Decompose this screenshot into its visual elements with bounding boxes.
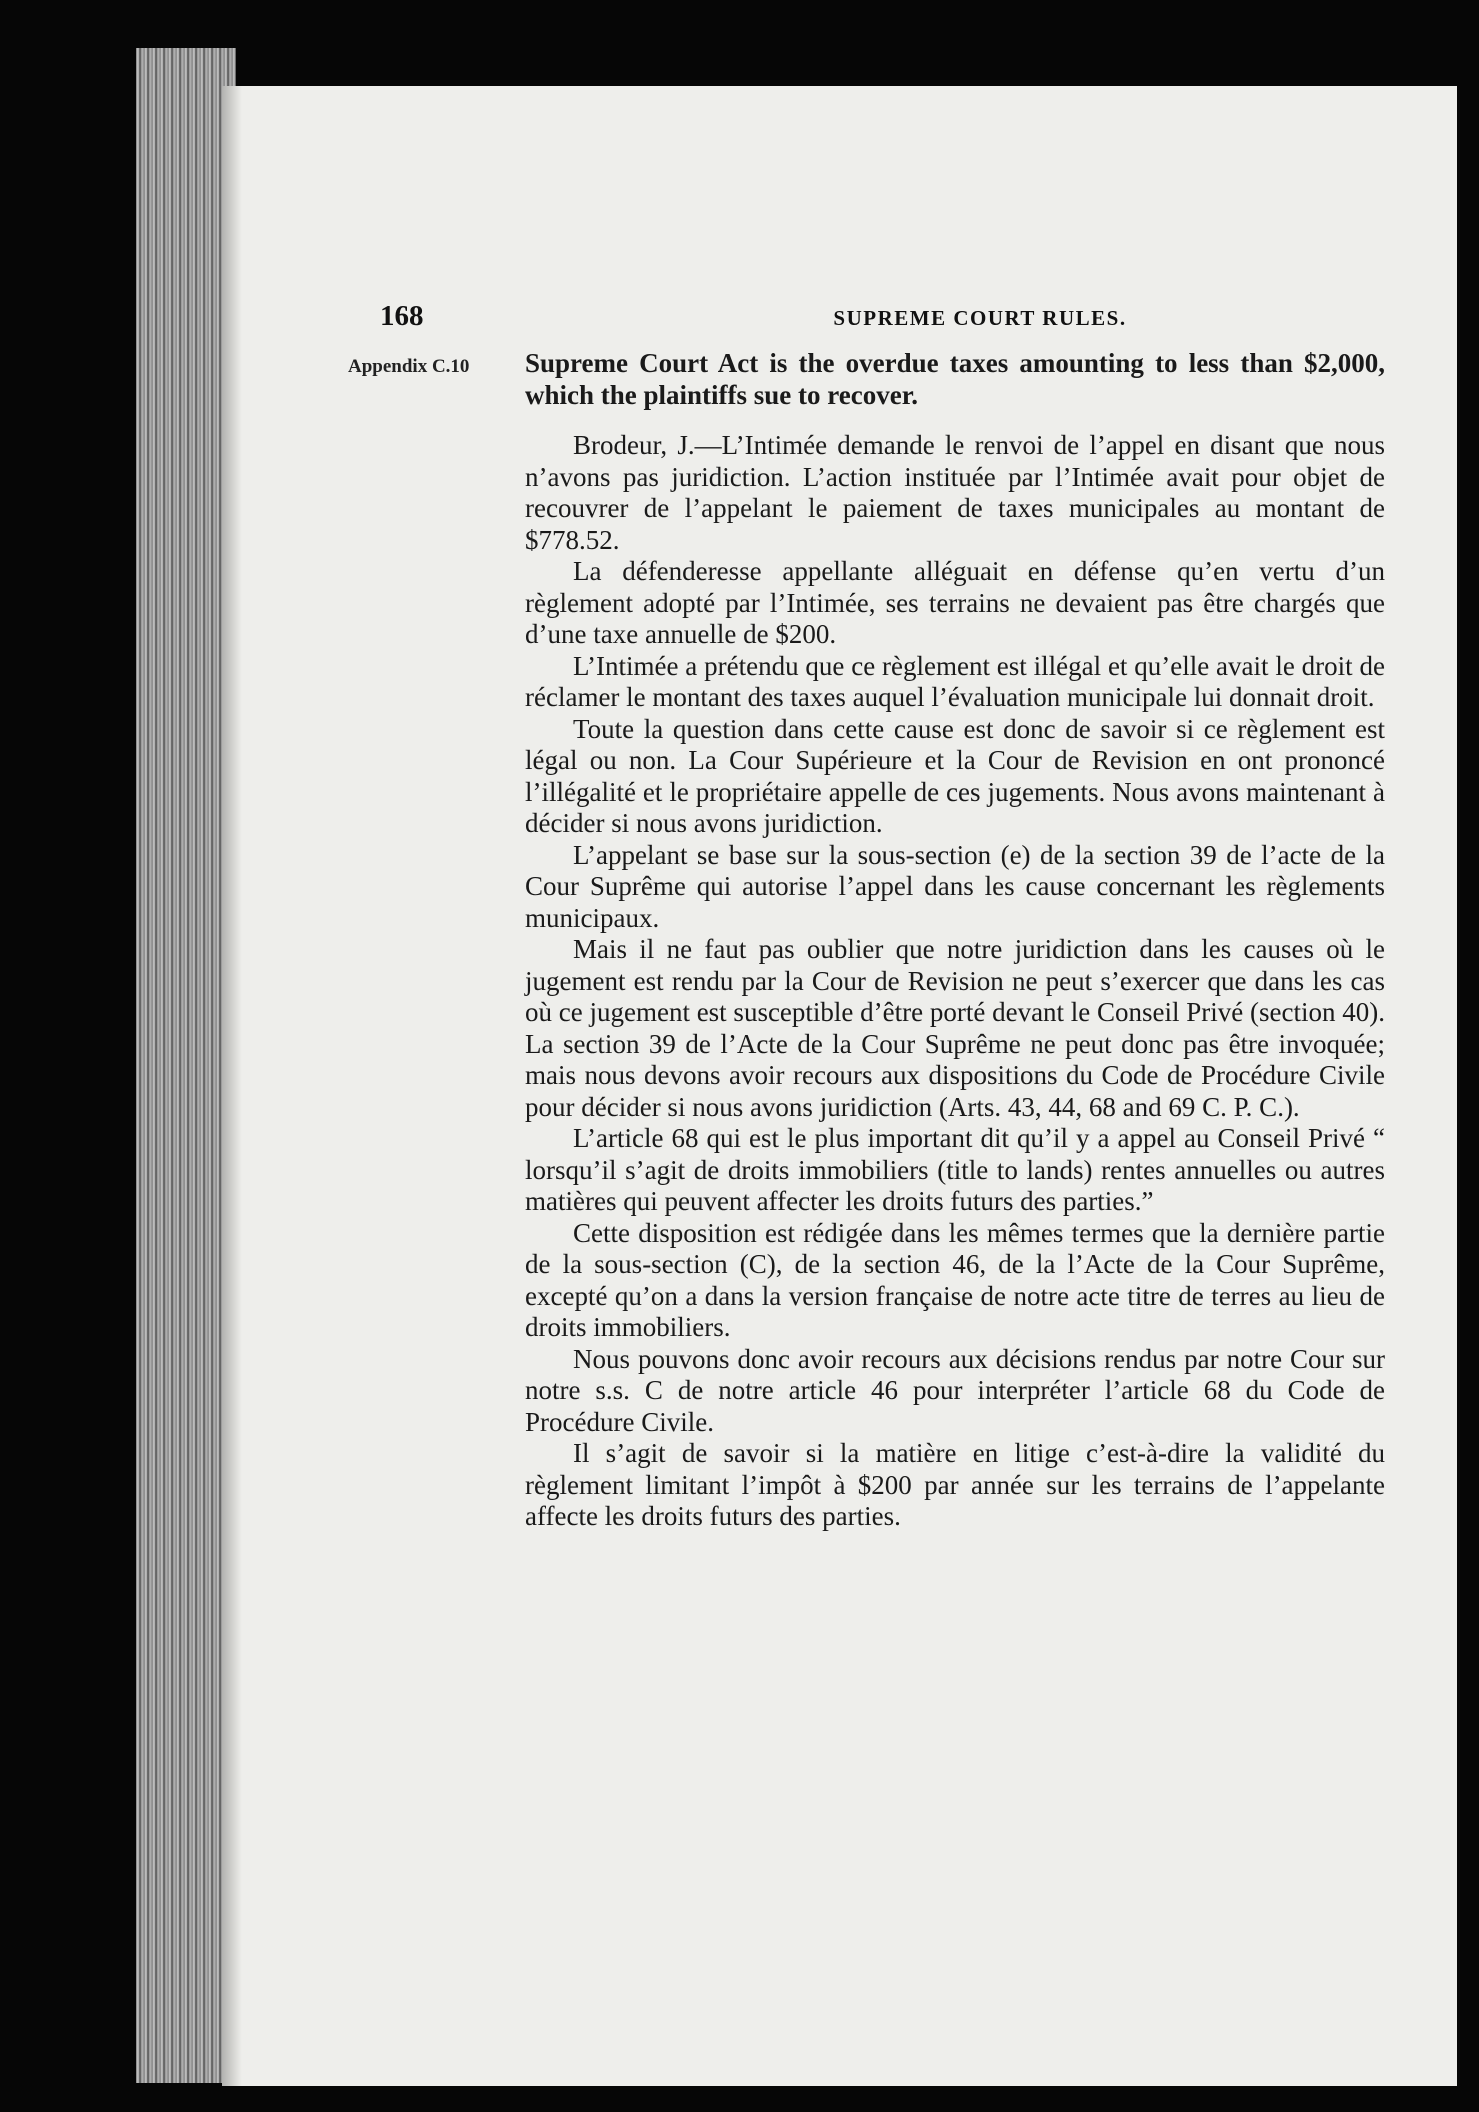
paragraph: La défenderesse appellante alléguait en défense qu’en vertu d’un règlement adopté par l’Intimée, ses terrains ne devaient pas être chargés que d’une taxe annuelle de $200.: [525, 556, 1385, 649]
paragraph: Mais il ne faut pas oublier que notre juridiction dans les causes où le jugement est rendu par la Cour de Revision ne peut s’exercer que dans les cas où ce jugement est susceptible d’être porté devant le Conseil Privé (section 40). La section 39 de l’Acte de la Cour Suprême ne peut donc pas être invoquée; mais nous devons avoir recours aux dispositions du Code de Procédure Civile pour décider si nous avons juridiction (Arts. 43, 44, 68 and 69 C. P. C.).: [525, 934, 1385, 1122]
running-title: SUPREME COURT RULES.: [833, 306, 1127, 330]
paragraph: Nous pouvons donc avoir recours aux décisions rendus par notre Cour sur notre s.s. C de notre article 46 pour interpréter l’article 68 du Code de Procédure Civile.: [525, 1343, 1385, 1437]
paragraph: Toute la question dans cette cause est donc de savoir si ce règlement est légal ou non. La Cour Supérieure et la Cour de Revision en ont prononcé l’illégalité et le propriétaire appelle de ces jugements. Nous avons maintenant à décider si nous avons juridiction.: [525, 713, 1385, 838]
book-page: [222, 86, 1457, 2086]
paragraph: Il s’agit de savoir si la matière en litige c’est-à-dire la validité du règlement limitant l’impôt à $200 par année sur les terrains de l’appelante affecte les droits futurs des parties.: [525, 1438, 1385, 1531]
running-head: [380, 300, 1440, 340]
paragraph: Brodeur, J.—L’Intimée demande le renvoi de l’appel en disant que nous n’avons pas juridiction. L’action instituée par l’Intimée avait pour objet de recouvrer de l’appelant le paiement de taxes municipales au montant de $778.52.: [525, 430, 1385, 555]
paragraph: L’appelant se base sur la sous-section (e) de la section 39 de l’acte de la Cour Suprême qui autorise l’appel dans les cause concernant les règlements municipaux.: [525, 839, 1385, 933]
paragraph: Supreme Court Act is the overdue taxes amounting to less than $2,000, which the plaintiffs sue to recover.: [525, 348, 1385, 410]
margin-note: Appendix C.10: [348, 356, 470, 377]
page-number: 168: [380, 300, 424, 332]
body-text: [525, 348, 1385, 1533]
page-edges: [136, 48, 236, 2083]
paragraph: L’Intimée a prétendu que ce règlement est illégal et qu’elle avait le droit de réclamer le montant des taxes auquel l’évaluation municipale lui donnait droit.: [525, 650, 1385, 712]
paragraph: L’article 68 qui est le plus important dit qu’il y a appel au Conseil Privé “ lorsqu’il s’agit de droits immobiliers (title to lands) rentes annuelles ou autres matières qui peuvent affecter les droits futurs des parties.”: [525, 1123, 1385, 1216]
paragraph: Cette disposition est rédigée dans les mêmes termes que la dernière partie de la sous-section (C), de la section 46, de la l’Acte de la Cour Suprême, excepté qu’on a dans la version française de notre acte titre de terres au lieu de droits immobiliers.: [525, 1217, 1385, 1342]
